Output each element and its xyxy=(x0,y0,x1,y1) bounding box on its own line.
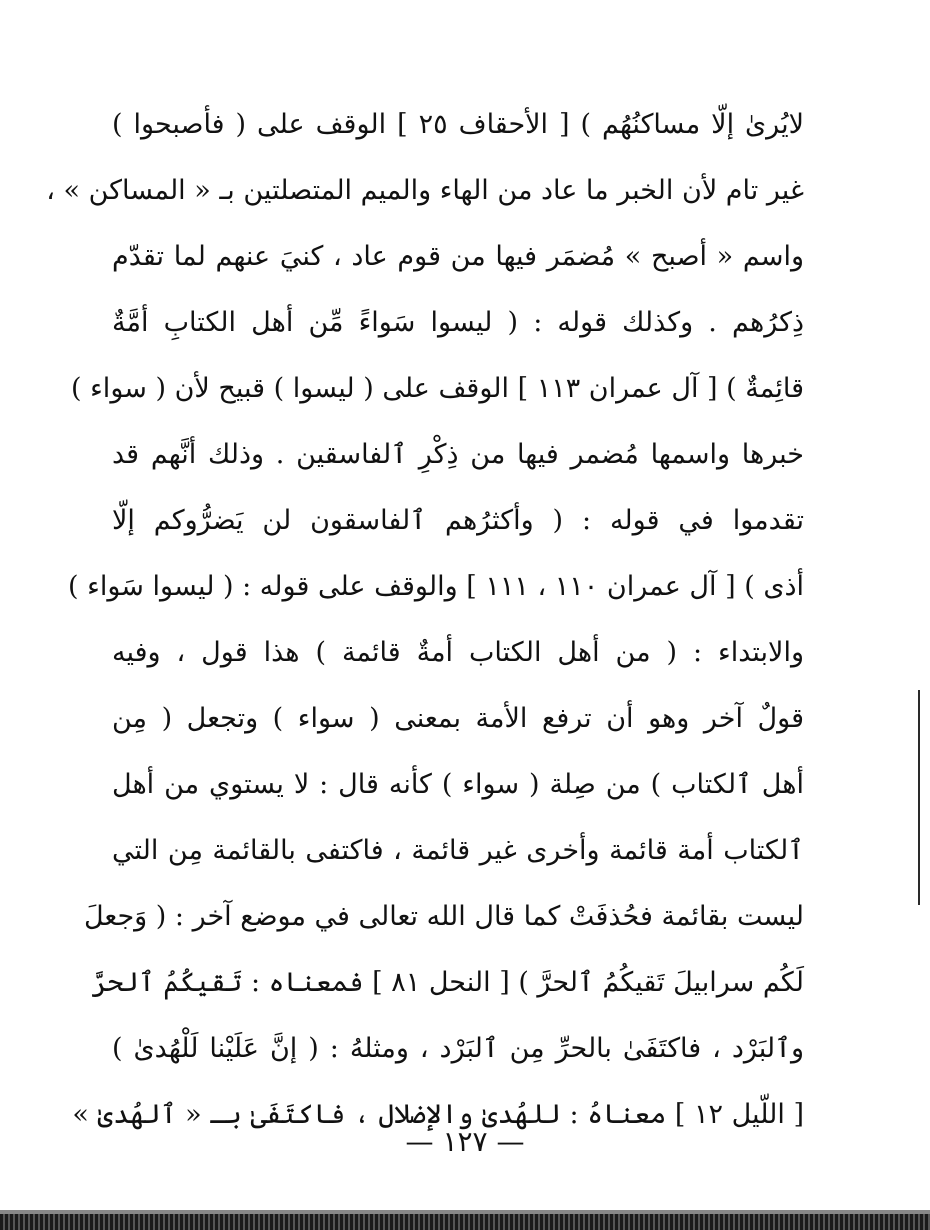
text-line: قائِمةٌ ) [ آل عمران ١١٣ ] الوقف على ( ليسوا ) قبيح لأن ( سواء ) xyxy=(71,373,804,404)
text-line: واسم « أصبح » مُضمَر فيها من قوم عاد ، كنيَ عنهم لما تقدّم xyxy=(112,241,804,272)
text-line: تقدموا في قوله : ( وأكثرُهم ٱلفاسقون لن يَضرُّوكم إلّا xyxy=(112,505,804,536)
text-line: ٱلكتاب أمة قائمة وأخرى غير قائمة ، فاكتفى بالقائمة مِن التي xyxy=(112,835,804,866)
text-line: والابتداء : ( من أهل الكتاب أمةٌ قائمة ) هذا قول ، وفيه xyxy=(112,637,804,668)
text-line: لايُرىٰ إلّا مساكنُهُم ) [ الأحقاف ٢٥ ] الوقف على ( فأصبحوا ) xyxy=(112,109,804,140)
text-line: غير تام لأن الخبر ما عاد من الهاء والميم المتصلتين بـ « المساكن » ، xyxy=(46,175,804,206)
text-line: أذى ) [ آل عمران ١١٠ ، ١١١ ] والوقف على قوله : ( ليسوا سَواء ) xyxy=(68,571,804,602)
scan-margin-line xyxy=(918,690,920,905)
text-line: قولٌ آخر وهو أن ترفع الأمة بمعنى ( سواء ) وتجعل ( مِن xyxy=(112,703,804,734)
text-line: خبرها واسمها مُضمر فيها من ذِكْرِ ٱلفاسقين . وذلك أنَّهم قد xyxy=(112,439,804,470)
text-line: ليست بقائمة فحُذفَتْ كما قال الله تعالى في موضع آخر : ( وَجعلَ xyxy=(83,901,804,932)
text-line: ذِكرُهم . وكذلك قوله : ( ليسوا سَواءً مِّن أهل الكتابِ أمَّةٌ xyxy=(112,307,804,338)
page-number: — ١٢٧ — xyxy=(405,1125,525,1158)
scan-bottom-edge xyxy=(0,1214,930,1230)
text-line: وٱلبَرْد ، فاكتَفَىٰ بالحرِّ مِن ٱلبَرْد ، ومثلهُ : ( إنَّ عَلَيْنا لَلْهُدىٰ ) xyxy=(112,1033,804,1064)
text-line: لَكُم سرابيلَ تَقيكُمُ ٱلحرَّ ) [ النحل ٨١ ] فمعناه : تَقيكُمُ ٱلحرَّ xyxy=(91,967,804,998)
body-text xyxy=(46,92,804,1148)
text-line: أهل ٱلكتاب ) من صِلة ( سواء ) كأنه قال : لا يستوي من أهل xyxy=(112,769,804,800)
text-line: [ اللّيل ١٢ ] معناهُ : للهُدىٰ والإضلال ، فاكتَفَىٰ بـ « ٱلهُدىٰ » xyxy=(72,1099,804,1130)
